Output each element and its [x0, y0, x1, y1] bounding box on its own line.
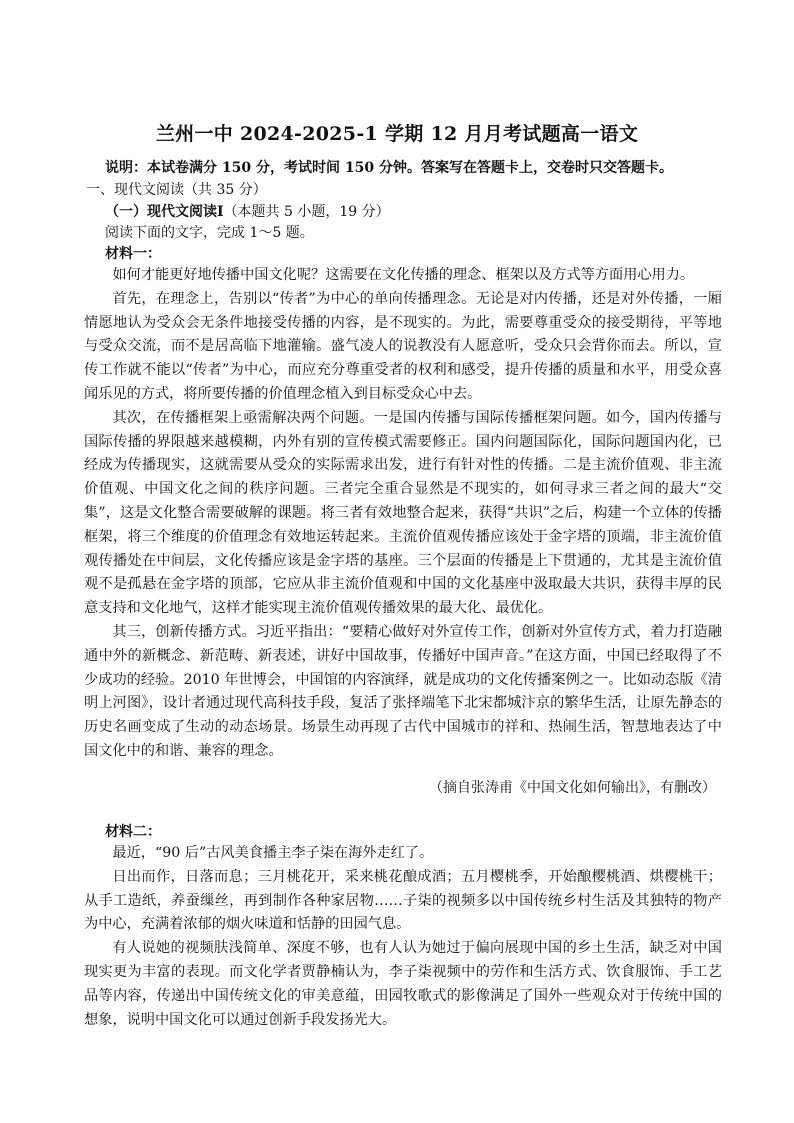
paragraph: 日出而作，日落而息；三月桃花开，采来桃花酿成酒；五月樱桃季，开始酿樱桃酒、烘樱桃干；从手工造纸，养蚕缫丝，再到制作各种家居物……子柒的视频多以中国传统乡村生活及其独特的物产为中心，充满着浓郁的烟火味道和恬静的田园气息。 — [84, 868, 722, 933]
material-one-text — [84, 264, 722, 764]
paragraph: 其次，在传播框架上亟需解决两个问题。一是国内传播与国际传播框架问题。如今，国内传播与国际传播的界限越来越模糊，内外有别的宣传模式需要修正。国内问题国际化，国际问题国内化，已经成为传播现实，这就需要从受众的实际需求出发，进行有针对性的传播。二是主流价值观、非主流价值观、中国文化之间的秩序问题。三者完全重合显然是不现实的，如何寻求三者之间的最大“交集”，这是文化整合需要破解的课题。将三者有效地整合起来，获得“共识”之后，构建一个立体的传播框架，将三个维度的价值理念有效地运转起来。主流价值观传播应该处于金字塔的顶端，非主流价值观传播处在中间层，文化传播应该是金字塔的基座。三个层面的传播是上下贯通的，尤其是主流价值观不是孤悬在金字塔的顶部，它应从非主流价值观和中国的文化基座中汲取最大共识，获得丰厚的民意支持和文化地气，这样才能实现主流价值观传播效果的最大化、最优化。 — [84, 409, 722, 617]
reading-instruction: 阅读下面的文字，完成 1～5 题。 — [105, 225, 314, 241]
page-title: 兰州一中 2024-2025-1 学期 12 月月考试题高一语文 — [155, 123, 639, 145]
section-heading: 一、现代文阅读（共 35 分） — [86, 182, 267, 198]
exam-instructions-note: 说明：本试卷满分 150 分，考试时间 150 分钟。答案写在答题卡上，交卷时只交答题卡。 — [105, 160, 673, 176]
subsection-title: （一）现代文阅读Ⅰ — [105, 204, 224, 220]
material-two-label: 材料二： — [105, 824, 161, 840]
paragraph: 有人说她的视频肤浅简单、深度不够，也有人认为她过于偏向展现中国的乡土生活，缺乏对中国现实更为丰富的表现。而文化学者贾静楠认为，李子柒视频中的劳作和生活方式、饮食服饰、手工艺品等内容，传递出中国传统文化的审美意蕴，田园牧歌式的影像满足了国外一些观众对于传统中国的想象，说明中国文化可以通过创新手段发扬光大。 — [84, 940, 722, 1028]
subsection-score: （本题共 5 小题，19 分） — [223, 204, 390, 220]
material-two-text — [84, 842, 722, 1032]
paragraph: 其三，创新传播方式。习近平指出：“要精心做好对外宣传工作，创新对外宣传方式，着力打造融通中外的新概念、新范畴、新表述，讲好中国故事，传播好中国声音。”在这方面，中国已经取得了不少成功的经验。2010 年世博会，中国馆的内容演绎，就是成功的文化传播案例之一。比如动态版《清明上河图》，设计者通过现代高科技手段，复活了张择端笔下北宋都城汴京的繁华生活，让原先静态的历史名画变成了生动的动态场景。场景生动再现了古代中国城市的祥和、热闹生活，智慧地表达了中国文化中的和谐、兼容的理念。 — [84, 623, 722, 759]
source-citation: （摘自张涛甫《中国文化如何输出》，有删改） — [429, 780, 716, 796]
subsection-heading — [105, 202, 390, 222]
paragraph: 如何才能更好地传播中国文化呢？这需要在文化传播的理念、框架以及方式等方面用心用力。 — [112, 267, 695, 283]
paragraph: 最近，“90 后”古风美食播主李子柒在海外走红了。 — [112, 845, 434, 861]
paragraph: 首先，在理念上，告别以“传者”为中心的单向传播理念。无论是对内传播，还是对外传播，一厢情愿地认为受众会无条件地接受传播的内容，是不现实的。为此，需要尊重受众的接受期待，平等地与受众交流，而不是居高临下地灌输。盛气凌人的说教没有人愿意听，受众只会背你而去。所以，宣传工作就不能以“传者”为中心，而应充分尊重受者的权利和感受，提升传播的质量和水平，用受众喜闻乐见的方式，将所要传播的价值理念植入到目标受众心中去。 — [84, 290, 722, 402]
material-one-label: 材料一： — [105, 246, 161, 262]
